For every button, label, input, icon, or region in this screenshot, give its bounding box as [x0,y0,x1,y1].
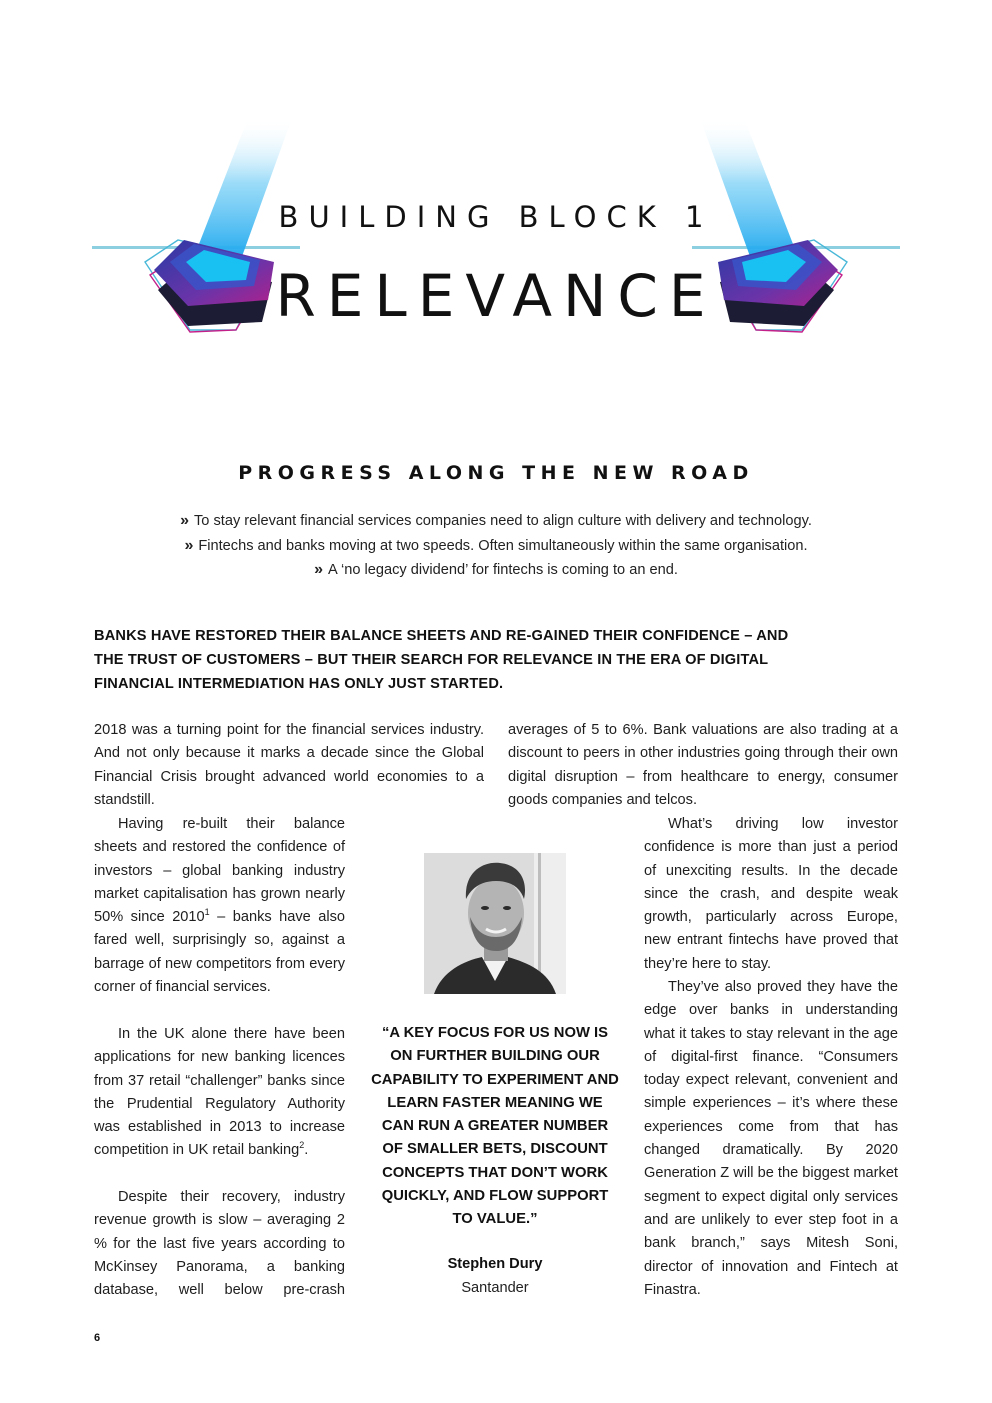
section-heading: PROGRESS ALONG THE NEW ROAD [238,462,754,484]
key-points-list [0,509,992,583]
portrait-photo [424,853,566,994]
intro-paragraph: 2018 was a turning point for the financial services industry. And not only because it marks a decade since the Global Financial Crisis brought advanced world economies to a standstill. [94,722,484,808]
page-title: RELEVANCE [275,262,717,330]
key-point: » A ‘no legacy dividend’ for fintechs is coming to an end. [314,561,678,578]
lead-paragraph: BANKS HAVE RESTORED THEIR BALANCE SHEETS AND RE-GAINED THEIR CONFIDENCE – AND THE TRUST OF CUSTOMERS – BUT THEIR SEARCH FOR RELEVANCE IN THE ERA OF DIGITAL FINANCIAL INTERMEDIATION HAS ONLY JUST STARTED. [94,628,789,692]
chevron-bullet-icon: » [184,536,194,554]
footnote-ref[interactable]: 1 [204,907,210,918]
right-intro-paragraph: averages of 5 to 6%. Bank valuations are also trading at a discount to peers in other industries going through their own digital disruption – from healthcare to energy, consumer goods companies and telcos. [508,722,898,808]
quote-author-name: Stephen Dury [447,1256,543,1272]
left-paragraph-2: In the UK alone there have been applications for new banking licences from 37 retail “challenger” banks since the Prudential Regulatory Authority was established in 2013 to increase competition in UK retail banking$^2$. [94,1026,345,1159]
chevron-bullet-icon: » [180,512,190,529]
right-paragraph-1: What’s driving low investor confidence is more than just a period of unexciting results. In the decade since the crash, and despite weak growth, particularly across Europe, new entrant fintechs have proved that they’re here to stay. [644,816,898,972]
chevron-bullet-icon: » [314,561,323,578]
building-block-label: BUILDING BLOCK 1 [278,200,714,234]
footnote-ref[interactable]: 2 [299,1140,305,1151]
right-paragraph-2: They’ve also proved they have the edge over banks in understanding what it takes to stay relevant in the age of digital-first finance. “Consumers today expect relevant, convenient and simple experiences – it’s where these experiences come from that has changed dramatically. By 2020 Generation Z will be the biggest market segment to expect digital only services and are unlikely to ever step foot in a bank branch,” says Mitesh Soni, director of innovation and Fintech at Finastra. [644,979,898,1298]
key-point: » Fintechs and banks moving at two speeds. Often simultaneously within the same organisation. [184,536,808,554]
quote-author-organisation: Santander [461,1280,529,1296]
key-point: » To stay relevant financial services companies need to align culture with delivery and technology. [180,512,812,529]
left-paragraph-1: Having re-built their balance sheets and restored the confidence of investors – global banking industry market capitalisation has grown nearly 50% since 2010$^1$ – banks have also fared well, surprisingly so, against a barrage of new competitors from every corner of financial services. [94,816,345,996]
pull-quote: “A KEY FOCUS FOR US NOW IS ON FURTHER BUILDING OUR CAPABILITY TO EXPERIMENT AND LEARN FASTER MEANING WE CAN RUN A GREATER NUMBER OF SMALLER BETS, DISCOUNT CONCEPTS THAT DON’T WORK QUICKLY, AND FLOW SUPPORT TO VALUE.” [371,1025,619,1228]
page-number: 6 [94,1332,101,1344]
left-paragraph-3: Despite their recovery, industry revenue growth is slow – averaging 2 % for the last five years according to McKinsey Panorama, a banking database, well below pre-crash [94,1189,345,1299]
